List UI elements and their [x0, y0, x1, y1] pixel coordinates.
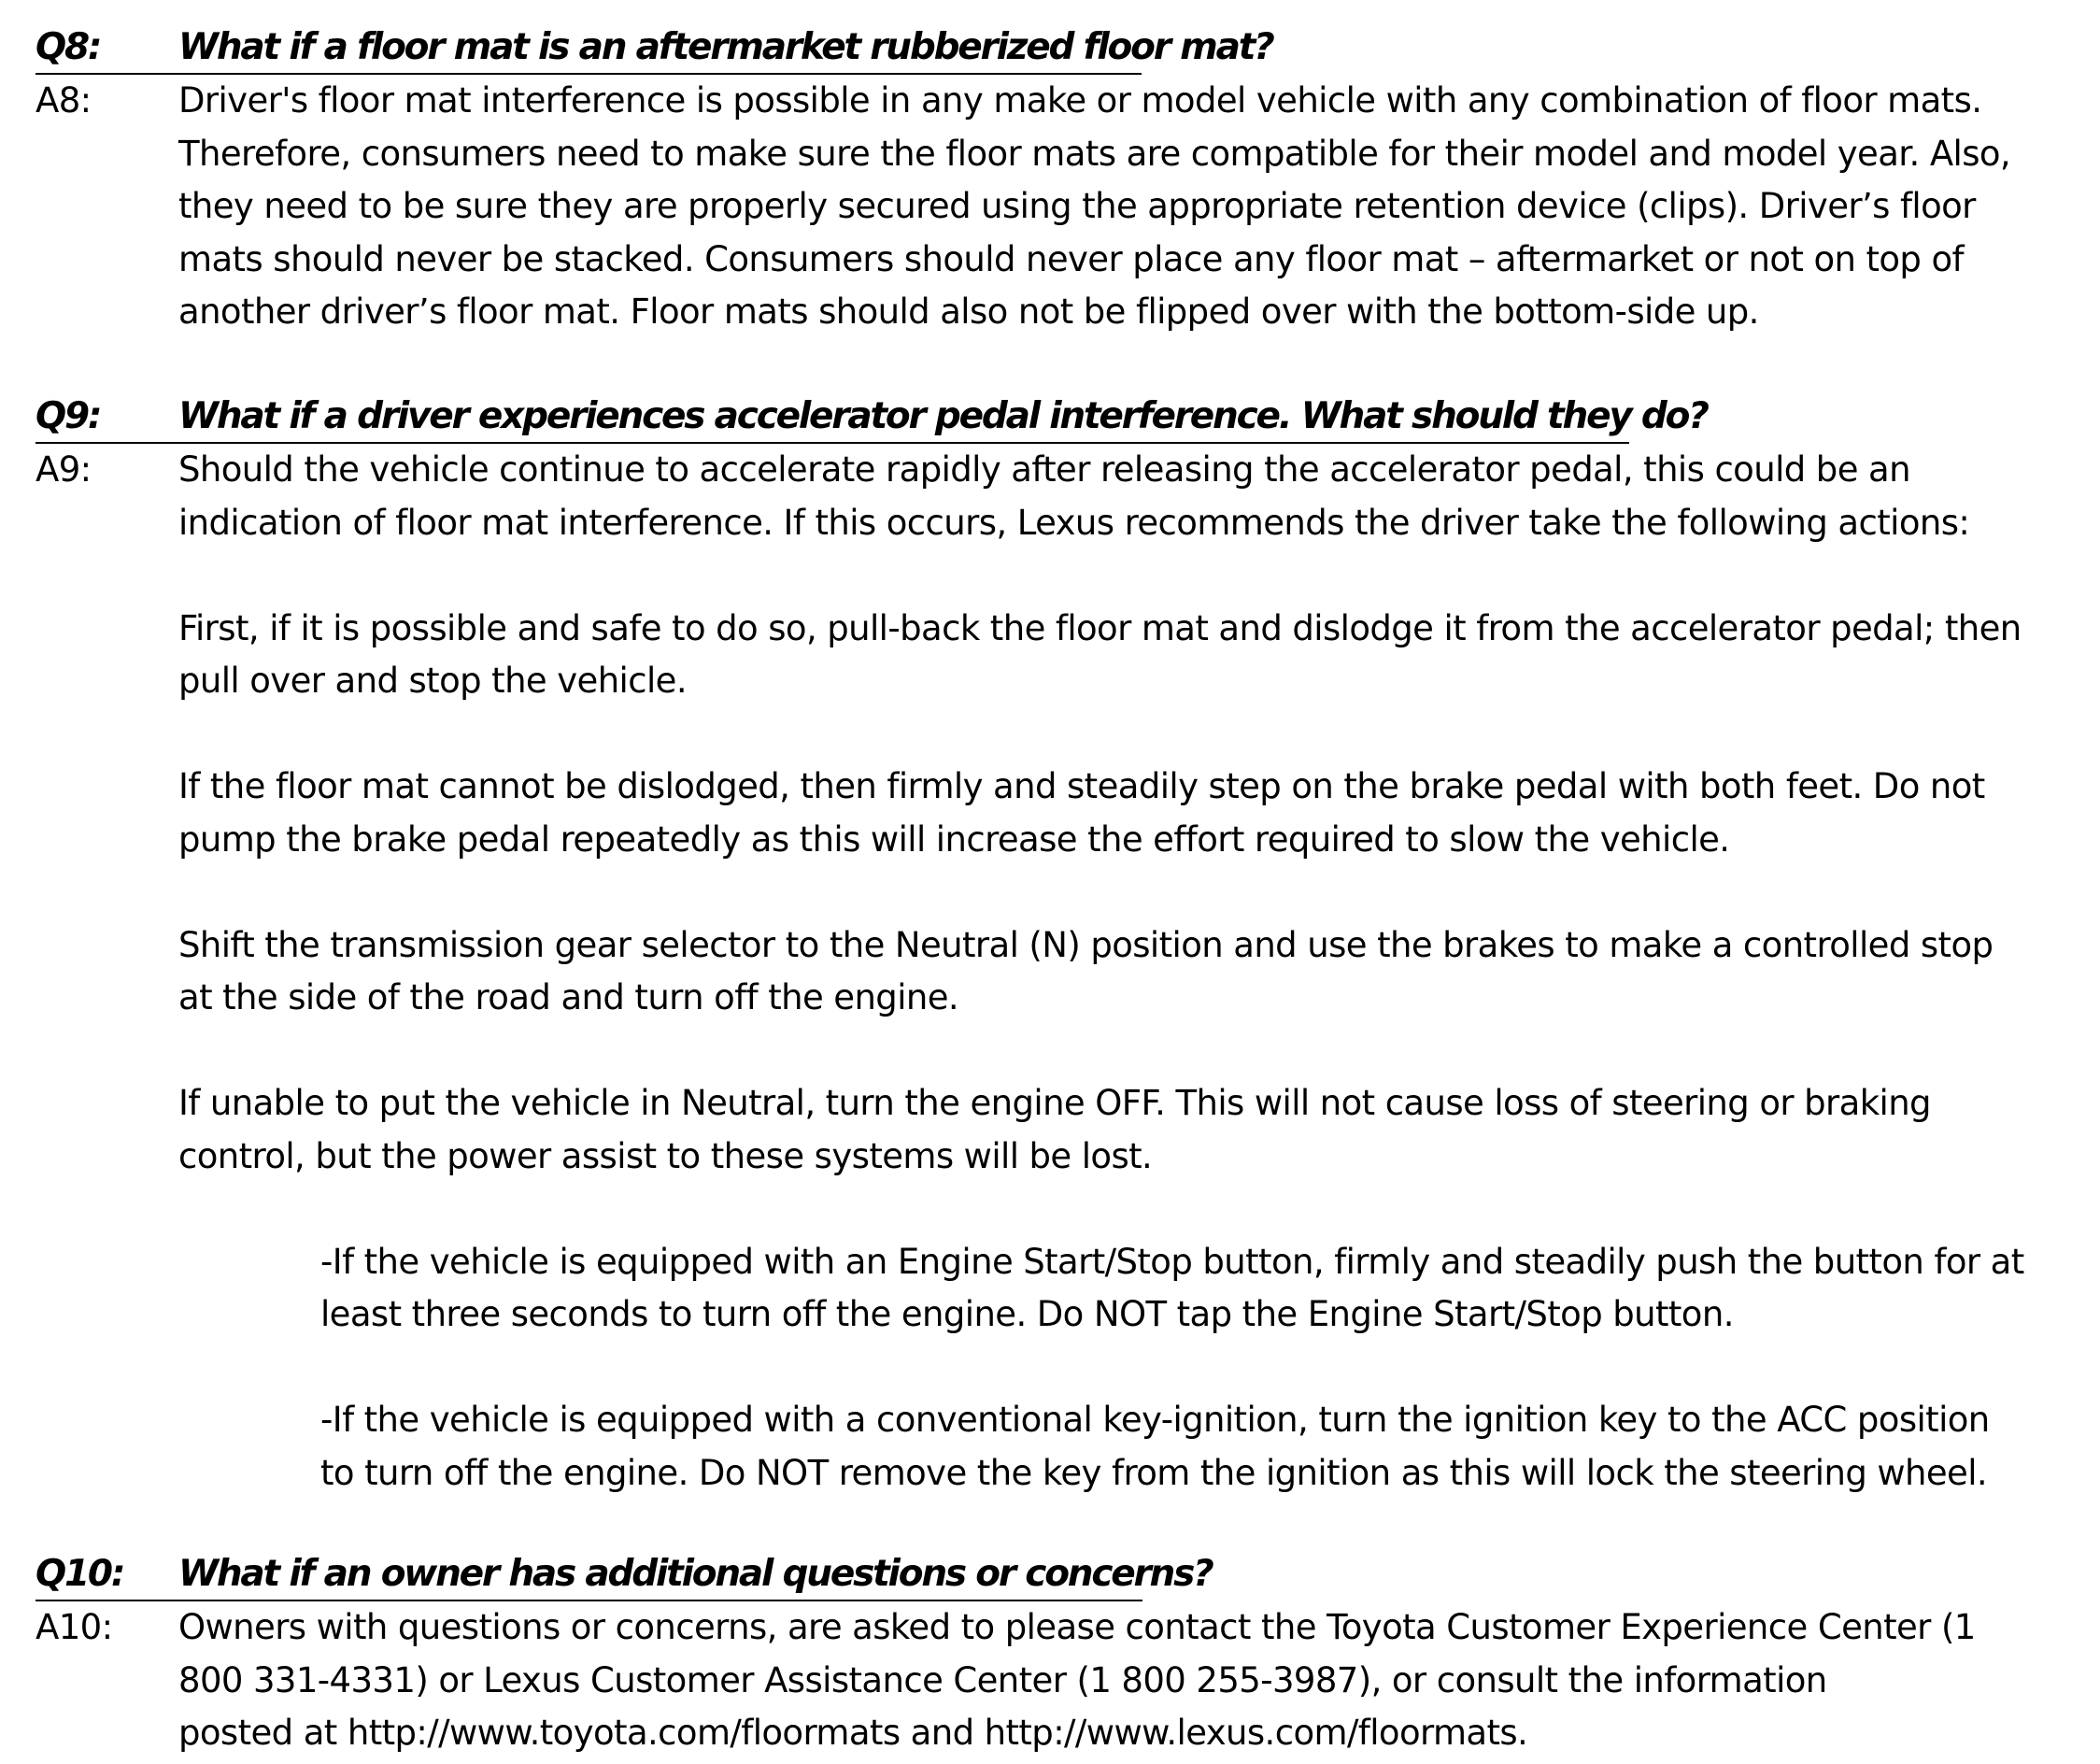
question-number: Q9: [35, 395, 101, 437]
answer-line: pump the brake pedal repeatedly as this will increase the effort required to slow the vehicle. [178, 818, 1730, 860]
answer-line: least three seconds to turn off the engine. Do NOT tap the Engine Start/Stop button. [320, 1294, 1734, 1334]
qa-block-q8 [35, 22, 2072, 339]
answer-line: Driver's floor mat interference is possible in any make or model vehicle with any combination of floor mats. [178, 80, 1982, 121]
answer-step-4 [178, 1077, 2072, 1183]
answer-step-2 [178, 761, 2072, 866]
question-number: Q8: [35, 26, 101, 68]
question-number: Q10: [35, 1553, 124, 1595]
qa-block-q9 [35, 391, 2072, 1500]
answer-number: A8: [35, 80, 92, 121]
question-text: What if an owner has additional questions or concerns? [178, 1553, 1213, 1595]
answer-block-a9 [35, 444, 2072, 1500]
answer-number: A10: [35, 1607, 113, 1647]
answer-line: mats should never be stacked. Consumers should never place any floor mat – aftermarket or not on top of [178, 238, 1964, 279]
answer-text [178, 75, 2072, 339]
answer-line: posted at http://www.toyota.com/floormats and http://www.lexus.com/floormats. [178, 1713, 1528, 1753]
answer-line: -If the vehicle is equipped with a conventional key-ignition, turn the ignition key to the ACC position [320, 1400, 1990, 1440]
answer-line: to turn off the engine. Do NOT remove the key from the ignition as this will lock the steering wheel. [320, 1452, 1988, 1493]
answer-line: First, if it is possible and safe to do so, pull-back the floor mat and dislodge it from the accelerator pedal; then [178, 607, 2022, 648]
answer-number: A9: [35, 449, 92, 490]
answer-line: they need to be sure they are properly secured using the appropriate retention device (clips). Driver’s floor [178, 186, 1976, 226]
answer-block-a10 [35, 1601, 2072, 1760]
answer-intro [178, 444, 2072, 549]
answer-step-1 [178, 603, 2072, 708]
answer-text [178, 444, 2072, 1500]
answer-line: control, but the power assist to these systems will be lost. [178, 1135, 1153, 1176]
answer-line: another driver’s floor mat. Floor mats should also not be flipped over with the bottom-side up. [178, 292, 1759, 332]
answer-line: -If the vehicle is equipped with an Engine Start/Stop button, firmly and steadily push the button for at [320, 1241, 2024, 1282]
answer-line: Owners with questions or concerns, are asked to please contact the Toyota Customer Experience Center (1 [178, 1607, 1976, 1647]
question-heading-q9 [35, 391, 1708, 444]
question-text: What if a driver experiences accelerator pedal interference. What should they do? [178, 395, 1708, 437]
answer-line: If the floor mat cannot be dislodged, then firmly and steadily step on the brake pedal with both feet. Do not [178, 766, 1985, 806]
question-heading-q10 [35, 1549, 1213, 1601]
answer-line: pull over and stop the vehicle. [178, 661, 687, 701]
answer-line: Therefore, consumers need to make sure the floor mats are compatible for their model and model year. Also, [178, 133, 2011, 174]
question-text: What if a floor mat is an aftermarket rubberized floor mat? [178, 26, 1273, 68]
answer-line: Shift the transmission gear selector to the Neutral (N) position and use the brakes to make a controlled stop [178, 924, 1994, 965]
question-heading-q8 [35, 22, 1273, 75]
answer-text [178, 1601, 2072, 1760]
answer-line: If unable to put the vehicle in Neutral, turn the engine OFF. This will not cause loss of steering or braking [178, 1083, 1931, 1123]
answer-step-3 [178, 919, 2072, 1025]
answer-block-a8 [35, 75, 2072, 339]
answer-sub-step-1 [320, 1236, 2072, 1342]
answer-line: 800 331-4331) or Lexus Customer Assistance Center (1 800 255-3987), or consult the information [178, 1659, 1827, 1700]
answer-line: indication of floor mat interference. If this occurs, Lexus recommends the driver take the following actions: [178, 502, 1970, 543]
answer-sub-step-2 [320, 1394, 2072, 1500]
answer-line: at the side of the road and turn off the engine. [178, 977, 959, 1017]
qa-block-q10 [35, 1549, 2072, 1760]
answer-line: Should the vehicle continue to accelerate rapidly after releasing the accelerator pedal, this could be an [178, 449, 1910, 490]
